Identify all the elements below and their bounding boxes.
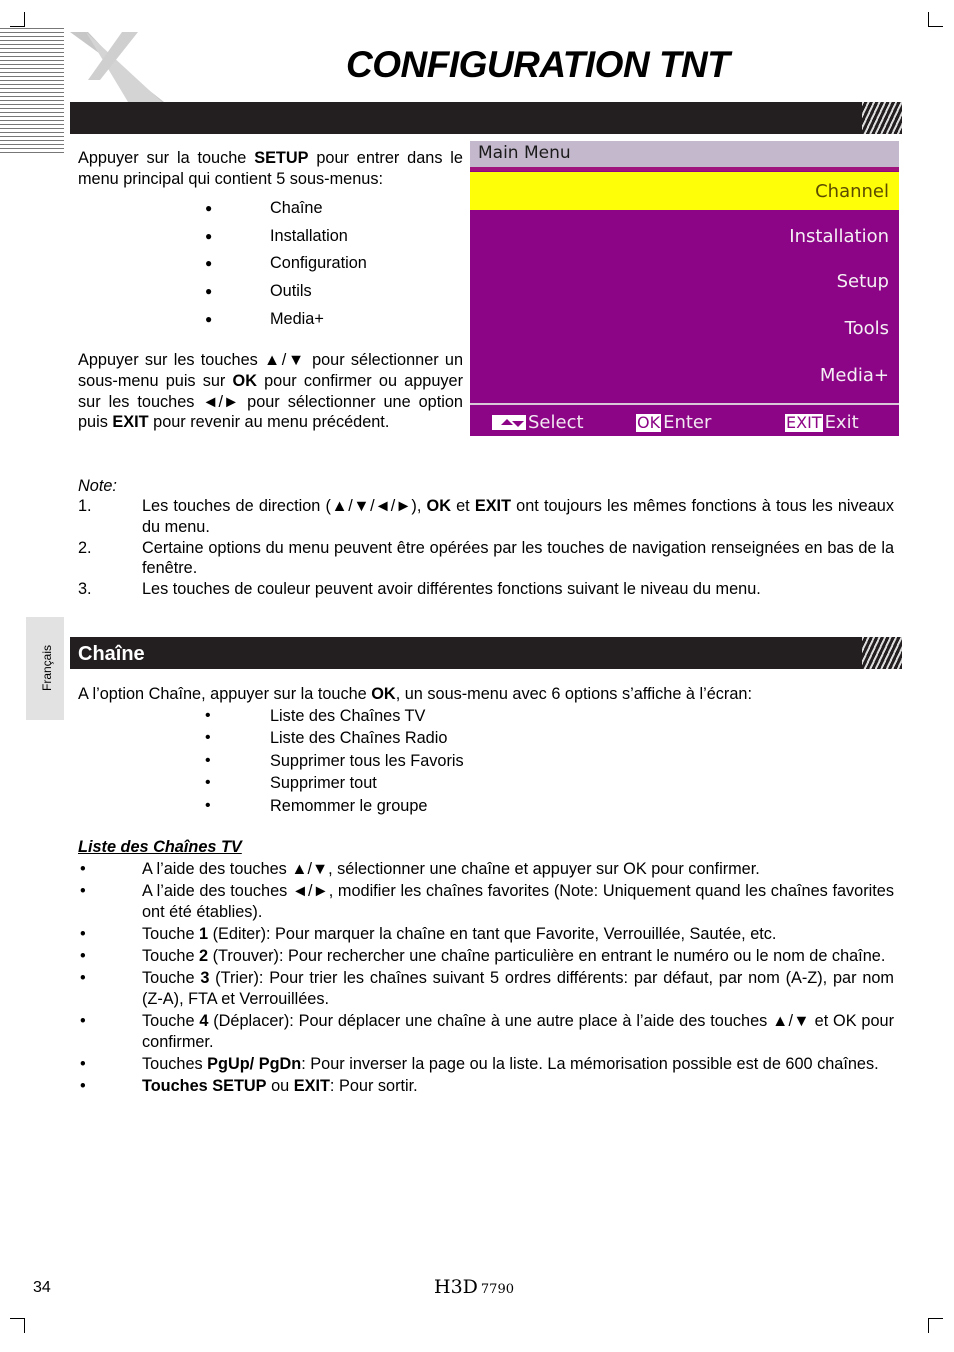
list-item [78, 538, 894, 580]
list-item [78, 496, 894, 538]
nav-text: pour confirmer ou appuyer sur les touches ◄/► pour sélectionner une option puis [78, 371, 463, 432]
tv-main-menu-screenshot [470, 141, 899, 436]
note-label: Note: [78, 477, 117, 495]
key-number: 3 [200, 969, 210, 988]
bullet-text: (Editer): Pour marquer la chaîne en tant que Favorite, Verrouillée, Sautée, etc. [208, 924, 777, 943]
section-bar-chaine [70, 637, 902, 669]
tv-header-divider [470, 167, 899, 171]
bar-dots-decoration [862, 637, 902, 669]
chaine-text: A l’option Chaîne, appuyer sur la touche [78, 685, 372, 703]
list-item: • Supprimer tous les Favoris [205, 750, 464, 772]
header-bar [70, 102, 902, 134]
tv-menu-header [470, 141, 899, 167]
bullet-text: ou [266, 1077, 294, 1096]
list-item: ● Outils [205, 278, 367, 306]
key-name: Touches SETUP [142, 1077, 267, 1096]
intro-text: pour entrer dans le menu principal qui contient 5 sous-menus: [78, 149, 463, 188]
list-item: ● Configuration [205, 250, 367, 278]
bullet-text: Touches [142, 1054, 208, 1073]
ok-key: OK [232, 371, 257, 390]
chaine-text: , un sous-menu avec 6 options s’affiche à l’écran: [395, 685, 752, 703]
tv-menu-item-selected[interactable] [470, 172, 899, 210]
list-item: • Remommer le groupe [205, 795, 464, 817]
tv-menu-title: Main Menu [478, 143, 571, 163]
tv-footer-divider [470, 403, 899, 405]
nav-text: pour revenir au menu précédent. [148, 413, 390, 432]
list-item: • Liste des Chaînes TV [205, 705, 464, 727]
brand-logo [434, 1276, 514, 1298]
list-number: 1. [78, 497, 92, 515]
exit-key-icon: EXIT [786, 412, 822, 432]
bullet-text: (Déplacer): Pour déplacer une chaîne à une autre place à l’aide des touches ▲/▼ et OK pour confirmer. [142, 1012, 894, 1051]
tv-footer-select-label: Select [528, 412, 584, 433]
list-item: • Supprimer tout [205, 772, 464, 794]
tv-menu-item-tools[interactable]: Tools [844, 318, 889, 339]
setup-key: SETUP [254, 149, 309, 167]
tv-menu-item-channel: Channel [815, 181, 889, 202]
bullet-text: Touche [142, 924, 200, 943]
list-item [78, 1076, 894, 1097]
bar-dots-decoration [862, 102, 902, 134]
bullet-text: : Pour sortir. [329, 1077, 418, 1096]
key-number: 2 [199, 947, 209, 966]
list-item [78, 968, 894, 1010]
chaine-options-list [205, 705, 464, 817]
language-side-label: Français [40, 644, 54, 692]
list-item [78, 579, 894, 600]
crop-mark-top-right [928, 12, 943, 27]
note-list [78, 496, 894, 600]
list-item: • Liste des Chaînes Radio [205, 727, 464, 749]
list-number: 2. [78, 538, 92, 557]
tv-list-bullets [78, 859, 894, 1098]
note-text: Les touches de direction (▲/▼/◄/►), [142, 497, 427, 515]
tv-footer-exit [785, 412, 859, 433]
tv-menu-item-media[interactable]: Media+ [819, 365, 889, 386]
bullet-text: (Trier): Pour trier les chaînes suivant 5 ordres différents: par défaut, par nom (A-Z), par nom (Z-A), FTA et Verrouillées. [142, 969, 894, 1008]
crop-mark-bottom-right [928, 1318, 943, 1333]
list-item: ● Chaîne [205, 195, 367, 223]
list-item [78, 946, 894, 967]
list-item [78, 924, 894, 945]
tv-footer-exit-label: Exit [824, 412, 859, 433]
intro-text: Appuyer sur la touche [78, 149, 255, 167]
crop-mark-bottom-left [10, 1318, 25, 1333]
note-text: ont toujours les mêmes fonctions à tous les niveaux du menu. [142, 497, 894, 536]
brand-x-logo-icon [66, 24, 176, 108]
key-number: 4 [199, 1012, 209, 1031]
navigation-paragraph [78, 350, 463, 433]
tv-footer-select [492, 412, 584, 433]
intro-paragraph [78, 148, 463, 190]
list-item [78, 1054, 894, 1075]
bullet-text: : Pour inverser la page ou la liste. La mémorisation possible est de 600 chaînes. [301, 1054, 879, 1073]
crop-mark-top-left [10, 12, 25, 27]
ok-key-icon: OK [637, 412, 661, 432]
model-number: 7790 [480, 1282, 514, 1297]
tv-footer-enter [636, 412, 711, 433]
bullet-text: Touche [142, 969, 201, 988]
list-item [78, 1011, 894, 1053]
key-number: 1 [199, 924, 209, 943]
note-text: Certaine options du menu peuvent être opérées par les touches de navigation renseignées en bas de la fenêtre. [142, 538, 894, 578]
note-text: Les touches de couleur peuvent avoir différentes fonctions suivant le niveau du menu. [142, 580, 761, 599]
page-number: 34 [33, 1279, 51, 1296]
note-text: et [450, 497, 475, 515]
tv-footer-enter-label: Enter [663, 412, 712, 433]
ok-key: OK [426, 497, 451, 515]
key-name: PgUp/ PgDn [207, 1054, 302, 1073]
list-item: • A l’aide des touches ◄/►, modifier les chaînes favorites (Note: Uniquement quand les chaînes favorites ont été établies). [78, 881, 894, 923]
tv-menu-item-installation[interactable]: Installation [789, 226, 889, 247]
ok-key: OK [371, 685, 396, 703]
list-number: 3. [78, 580, 92, 599]
bullet-text: (Trouver): Pour rechercher une chaîne particulière en entrant le numéro ou le nom de chaîne. [208, 947, 886, 966]
subsection-heading: Liste des Chaînes TV [78, 838, 242, 856]
key-name: EXIT [293, 1077, 330, 1096]
header-stripes [0, 28, 64, 156]
brand-name: H3D [434, 1276, 478, 1298]
nav-text: Appuyer sur les touches ▲/▼ pour sélectionner un sous-menu puis sur [78, 351, 463, 390]
up-down-arrow-icon [492, 415, 526, 430]
list-item: ● Media+ [205, 306, 367, 334]
exit-key: EXIT [474, 497, 512, 515]
chaine-intro [78, 684, 894, 705]
list-item: • A l’aide des touches ▲/▼, sélectionner une chaîne et appuyer sur OK pour confirmer. [78, 859, 894, 880]
bullet-text: Touche [142, 1012, 200, 1031]
bullet-text: Touche [142, 947, 200, 966]
section-title: Chaîne [78, 643, 145, 665]
submenu-list [205, 195, 367, 334]
list-item: ● Installation [205, 223, 367, 251]
tv-menu-item-setup[interactable]: Setup [836, 271, 889, 292]
page-title: CONFIGURATION TNT [346, 44, 730, 85]
exit-key: EXIT [112, 413, 149, 432]
